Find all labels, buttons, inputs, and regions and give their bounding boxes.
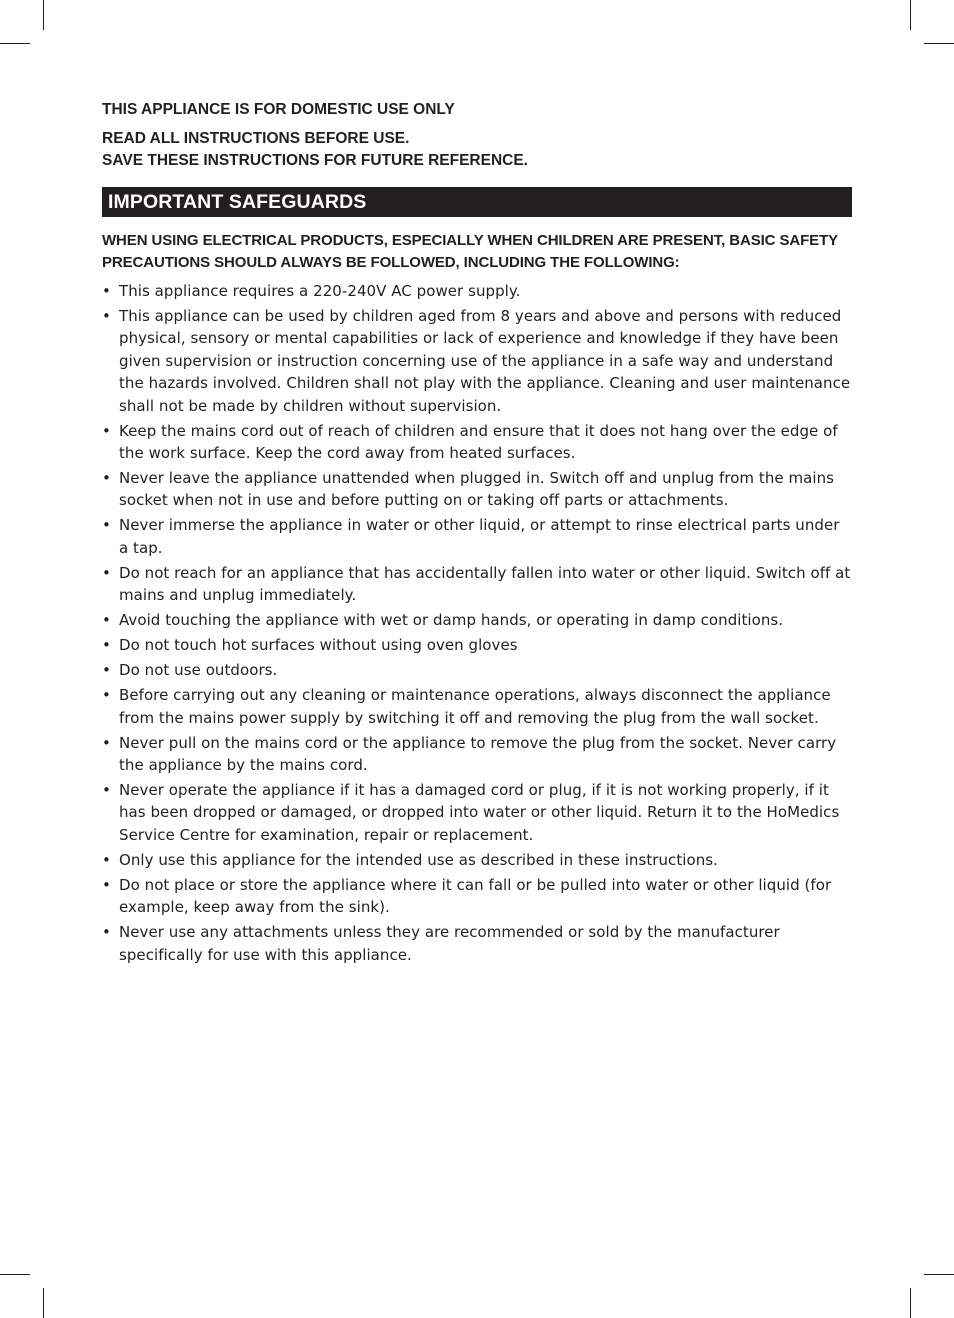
list-item-text: Never operate the appliance if it has a damaged cord or plug, if it is not working properly, if it has been dropped or damaged, or dropped into water or other liquid. Return it to the HoMedics Service Centre for examination, repair or replacement. — [119, 781, 840, 844]
crop-mark-top-left-vertical — [43, 0, 44, 30]
crop-mark-bottom-right-vertical — [910, 1288, 911, 1318]
crop-mark-top-left-horizontal — [0, 43, 30, 44]
list-item — [102, 634, 852, 656]
list-item-text: Never immerse the appliance in water or other liquid, or attempt to rinse electrical parts under a tap. — [119, 516, 840, 557]
list-item — [102, 420, 852, 465]
list-item — [102, 684, 852, 729]
list-item-text: Never pull on the mains cord or the appliance to remove the plug from the socket. Never carry the appliance by the mains cord. — [119, 733, 837, 775]
list-item-text: This appliance requires a 220-240V AC power supply. — [119, 282, 521, 300]
crop-mark-bottom-left-vertical — [43, 1288, 44, 1318]
crop-mark-bottom-right-horizontal — [924, 1274, 954, 1275]
list-item-text: Do not reach for an appliance that has accidentally fallen into water or other liquid. Switch off at mains and unplug immediately. — [119, 563, 851, 605]
bullet-icon: • — [102, 516, 111, 535]
domestic-use-notice: THIS APPLIANCE IS FOR DOMESTIC USE ONLY — [102, 101, 455, 118]
list-item-text: Do not use outdoors. — [119, 661, 278, 680]
list-item — [102, 849, 852, 871]
list-item-text: Only use this appliance for the intended use as described in these instructions. — [119, 850, 718, 869]
list-item-text: Never use any attachments unless they are recommended or sold by the manufacturer specifically for use with this appliance. — [119, 923, 780, 964]
section-title-banner: IMPORTANT SAFEGUARDS — [102, 187, 852, 217]
bullet-icon: • — [102, 469, 111, 488]
bullet-icon: • — [102, 307, 111, 325]
crop-mark-top-right-vertical — [910, 0, 911, 30]
bullet-icon: • — [102, 611, 111, 630]
safety-intro: WHEN USING ELECTRICAL PRODUCTS, ESPECIALLY WHEN CHILDREN ARE PRESENT, BASIC SAFETY PRECAUTIONS SHOULD ALWAYS BE FOLLOWED, INCLUDING THE FOLLOWING: — [102, 232, 838, 271]
safeguards-list — [102, 280, 852, 966]
list-item-text: Do not place or store the appliance where it can fall or be pulled into water or other liquid (for example, keep away from the sink). — [119, 875, 832, 917]
bullet-icon: • — [102, 636, 111, 655]
list-item-text: Before carrying out any cleaning or maintenance operations, always disconnect the appliance from the mains power supply by switching it off and removing the plug from the wall socket. — [119, 686, 831, 727]
crop-mark-top-right-horizontal — [924, 43, 954, 44]
list-item — [102, 609, 852, 631]
list-item — [102, 280, 852, 302]
bullet-icon: • — [102, 781, 111, 800]
bullet-icon: • — [102, 686, 111, 705]
list-item-text: Keep the mains cord out of reach of children and ensure that it does not hang over the edge of the work surface. Keep the cord away from heated surfaces. — [119, 421, 838, 463]
read-instructions-line: READ ALL INSTRUCTIONS BEFORE USE. — [102, 130, 410, 147]
instruction-notice — [102, 128, 852, 172]
document-page — [102, 99, 852, 969]
bullet-icon: • — [102, 282, 111, 300]
bullet-icon: • — [102, 563, 111, 582]
list-item — [102, 305, 852, 417]
list-item — [102, 562, 852, 607]
bullet-icon: • — [102, 661, 111, 680]
bullet-icon: • — [102, 733, 111, 752]
list-item — [102, 779, 852, 846]
list-item — [102, 874, 852, 919]
list-item-text: Avoid touching the appliance with wet or damp hands, or operating in damp conditions. — [119, 611, 784, 630]
crop-mark-bottom-left-horizontal — [0, 1274, 30, 1275]
list-item — [102, 467, 852, 512]
bullet-icon: • — [102, 850, 111, 869]
list-item — [102, 659, 852, 681]
list-item — [102, 732, 852, 777]
list-item-text: This appliance can be used by children aged from 8 years and above and persons with reduced physical, sensory or mental capabilities or lack of experience and knowledge if they have been given supervision or instruction concerning use of the appliance in a safe way and understand the hazards involved. Children shall not play with the appliance. Cleaning and user maintenance shall not be made by children without supervision. — [119, 307, 851, 415]
list-item-text: Never leave the appliance unattended when plugged in. Switch off and unplug from the mains socket when not in use and before putting on or taking off parts or attachments. — [119, 469, 835, 510]
list-item-text: Do not touch hot surfaces without using oven gloves — [119, 636, 518, 655]
save-instructions-line: SAVE THESE INSTRUCTIONS FOR FUTURE REFERENCE. — [102, 152, 528, 169]
bullet-icon: • — [102, 923, 111, 942]
bullet-icon: • — [102, 875, 111, 894]
bullet-icon: • — [102, 421, 111, 440]
list-item — [102, 514, 852, 559]
list-item — [102, 921, 852, 966]
